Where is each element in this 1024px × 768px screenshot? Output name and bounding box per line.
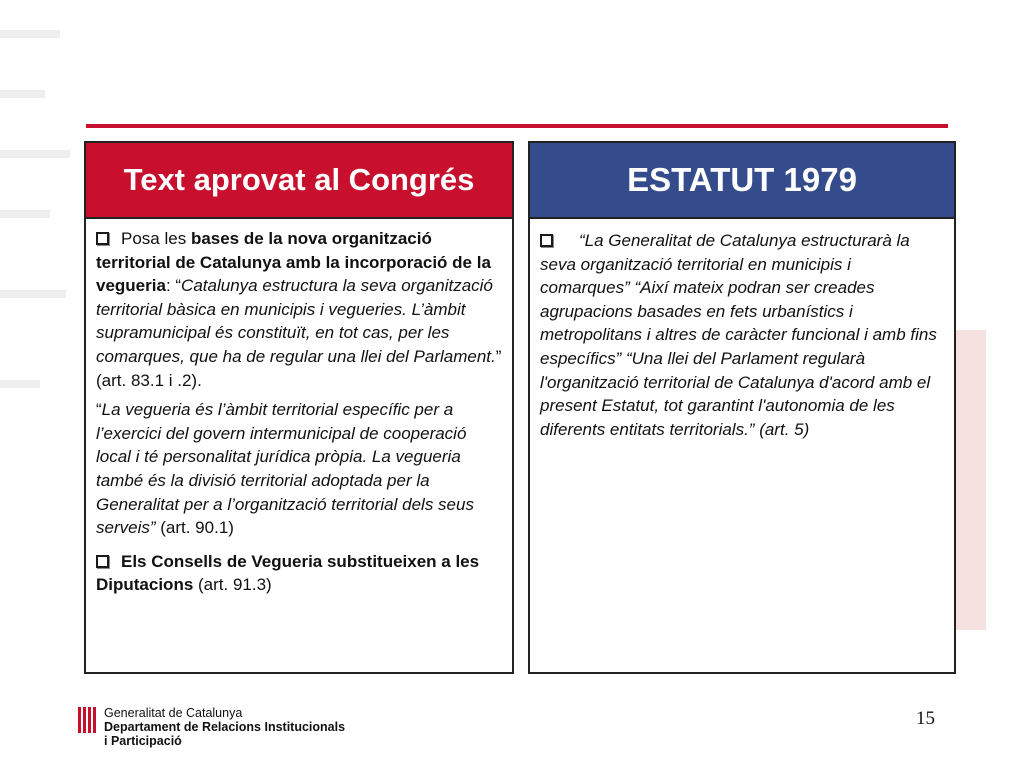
right-panel-heading: ESTATUT 1979 [530,143,954,219]
left-panel [84,141,514,674]
left-paragraph-2: “La vegueria és l’àmbit territorial específic per a l’exercici del govern intermunicipal de cooperació local i té personalitat jurídica pròpia. La vegueria també és la divisió territorial adoptada per la Generalitat per a l’organització territorial dels seus serveis” (art. 90.1) [96,400,474,538]
right-paragraph-1: “La Generalitat de Catalunya estructurarà la seva organització territorial en municipis i comarques” “Així mateix podran ser creades agrupacions basades en fets urbanístics i metropolitans i altres de caràcter funcional i amb fins específics” “Una llei del Parlament regularà l'organització territorial de Catalunya d'acord amb el present Estatut, tot garantint l'autonomia de les diferents entitats territorials.” (art. 5) [540,231,937,439]
left-panel-heading: Text aprovat al Congrés [86,143,512,219]
left-paragraph-1: Posa les bases de la nova organització territorial de Catalunya amb la incorporació de la vegueria: “Catalunya estructura la seva organització territorial bàsica en municipis i vegueries. L’àmbit supramunicipal és constituït, en tot cas, per les comarques, que ha de regular una llei del Parlament.” (art. 83.1 i .2). [96,229,502,390]
generalitat-logo-icon [78,707,96,733]
right-panel-body [530,219,954,441]
right-panel [528,141,956,674]
page-number: 15 [916,708,935,729]
background-watermark [0,0,80,700]
checkbox-bullet-icon [540,234,553,247]
checkbox-bullet-icon [96,232,109,245]
checkbox-bullet-icon [96,555,109,568]
left-paragraph-3: Els Consells de Vegueria substitueixen a les Diputacions (art. 91.3) [96,551,480,595]
left-panel-body [86,219,512,597]
header-rule [86,124,948,128]
footer-department: Generalitat de Catalunya Departament de Relacions Institucionals i Participació [104,706,346,748]
